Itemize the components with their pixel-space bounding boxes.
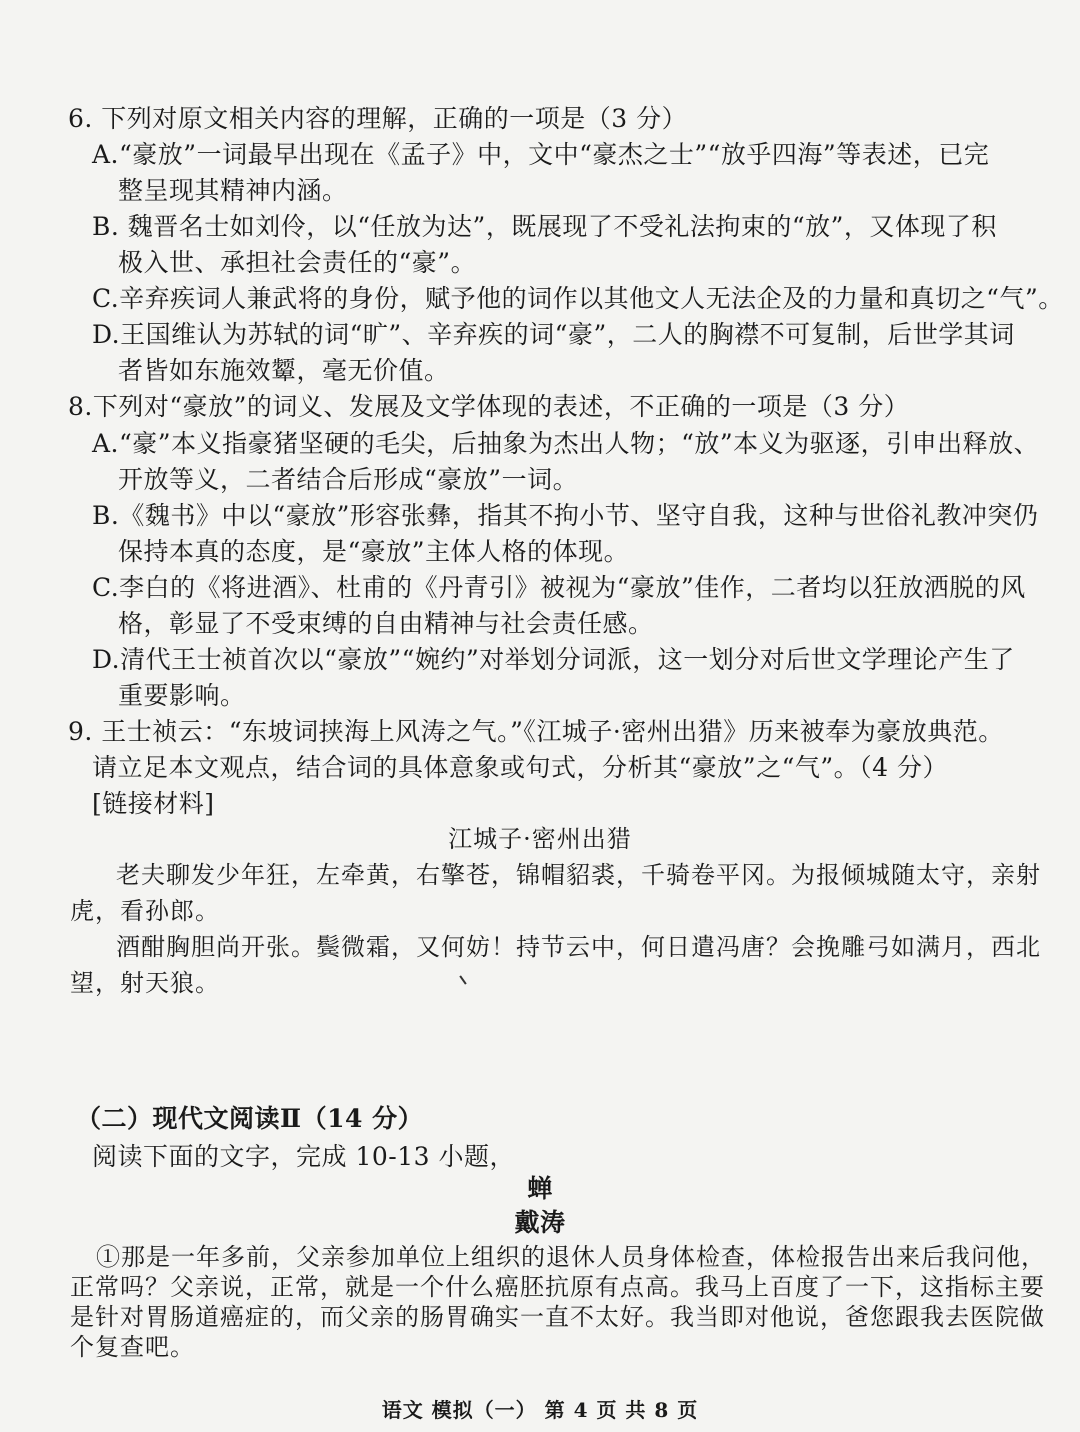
story-paragraph-line-1: ①那是一年多前，父亲参加单位上组织的退休人员身体检查，体检报告出来后我问他， xyxy=(96,1243,1046,1271)
page-footer: 语文 模拟（一） 第 4 页 共 8 页 xyxy=(381,1398,699,1422)
poem-line-4: 望，射天狼。 xyxy=(70,969,220,997)
q8-option-b-line2: 保持本真的态度，是“豪放”主体人格的体现。 xyxy=(118,537,630,566)
poem-line-1: 老夫聊发少年狂，左牵黄，右擎苍，锦帽貂裘，千骑卷平冈。为报倾城随太守，亲射 xyxy=(116,861,1041,889)
q6-option-c-line1: C.辛弃疾词人兼武将的身份，赋予他的词作以其他文人无法企及的力量和真切之“气”。 xyxy=(92,284,1064,313)
q8-option-c-line2: 格，彰显了不受束缚的自由精神与社会责任感。 xyxy=(118,609,654,638)
q8-option-b-line1: B.《魏书》中以“豪放”形容张彝，指其不拘小节、坚守自我，这种与世俗礼教冲突仍 xyxy=(92,501,1039,530)
q8-option-c-line1: C.李白的《将进酒》、杜甫的《丹青引》被视为“豪放”佳作，二者均以狂放洒脱的风 xyxy=(92,573,1026,602)
q8-option-d-line2: 重要影响。 xyxy=(118,681,246,710)
poem-title: 江城子·密州出猎 xyxy=(448,825,632,853)
section-2-title: （二）现代文阅读Ⅱ（14 分） xyxy=(76,1104,424,1133)
story-paragraph-line-3: 是针对胃肠道癌症的，而父亲的肠胃确实一直不太好。我当即对他说，爸您跟我去医院做 xyxy=(70,1303,1045,1331)
q6-option-d-line1: D.王国维认为苏轼的词“旷”、辛弃疾的词“豪”，二人的胸襟不可复制，后世学其词 xyxy=(92,320,1015,349)
q8-option-a-line2: 开放等义，二者结合后形成“豪放”一词。 xyxy=(118,465,579,494)
story-author: 戴涛 xyxy=(514,1208,566,1237)
story-paragraph-line-4: 个复查吧。 xyxy=(70,1333,195,1361)
poem-line-3: 酒酣胸胆尚开张。鬓微霜，又何妨！持节云中，何日遣冯唐？会挽雕弓如满月，西北 xyxy=(116,933,1041,961)
q8-option-d-line1: D.清代王士祯首次以“豪放”“婉约”对举划分词派，这一划分对后世文学理论产生了 xyxy=(92,645,1015,674)
q6-option-b-line2: 极入世、承担社会责任的“豪”。 xyxy=(118,248,477,277)
question-8-stem: 8.下列对“豪放”的词义、发展及文学体现的表述，不正确的一项是（3 分） xyxy=(68,392,910,421)
section-2-instruction: 阅读下面的文字，完成 10-13 小题， xyxy=(92,1142,515,1171)
story-paragraph-line-2: 正常吗？父亲说，正常，就是一个什么癌胚抗原有点高。我马上百度了一下，这指标主要 xyxy=(70,1273,1045,1301)
q6-option-d-line2: 者皆如东施效颦，毫无价值。 xyxy=(118,356,450,385)
q6-option-a-line1: A.“豪放”一词最早出现在《孟子》中，文中“豪杰之士”“放乎四海”等表述，已完 xyxy=(92,140,990,169)
q6-option-b-line1: B. 魏晋名士如刘伶，以“任放为达”，既展现了不受礼法拘束的“放”，又体现了积 xyxy=(92,212,997,241)
q8-option-a-line1: A.“豪”本义指豪猪坚硬的毛尖，后抽象为杰出人物；“放”本义为驱逐，引申出释放、 xyxy=(92,429,1040,458)
question-6-stem: 6. 下列对原文相关内容的理解，正确的一项是（3 分） xyxy=(68,104,688,133)
stray-pen-mark xyxy=(459,975,466,984)
q6-option-a-line2: 整呈现其精神内涵。 xyxy=(118,176,348,205)
question-9-stem-line1: 9. 王士祯云：“东坡词挟海上风涛之气。”《江城子·密州出猎》历来被奉为豪放典范。 xyxy=(68,717,1004,746)
question-9-stem-line2: 请立足本文观点，结合词的具体意象或句式，分析其“豪放”之“气”。（4 分） xyxy=(92,753,948,782)
poem-line-2: 虎，看孙郎。 xyxy=(70,897,220,925)
link-material-label: [链接材料] xyxy=(92,789,215,818)
story-title: 蝉 xyxy=(527,1174,553,1203)
